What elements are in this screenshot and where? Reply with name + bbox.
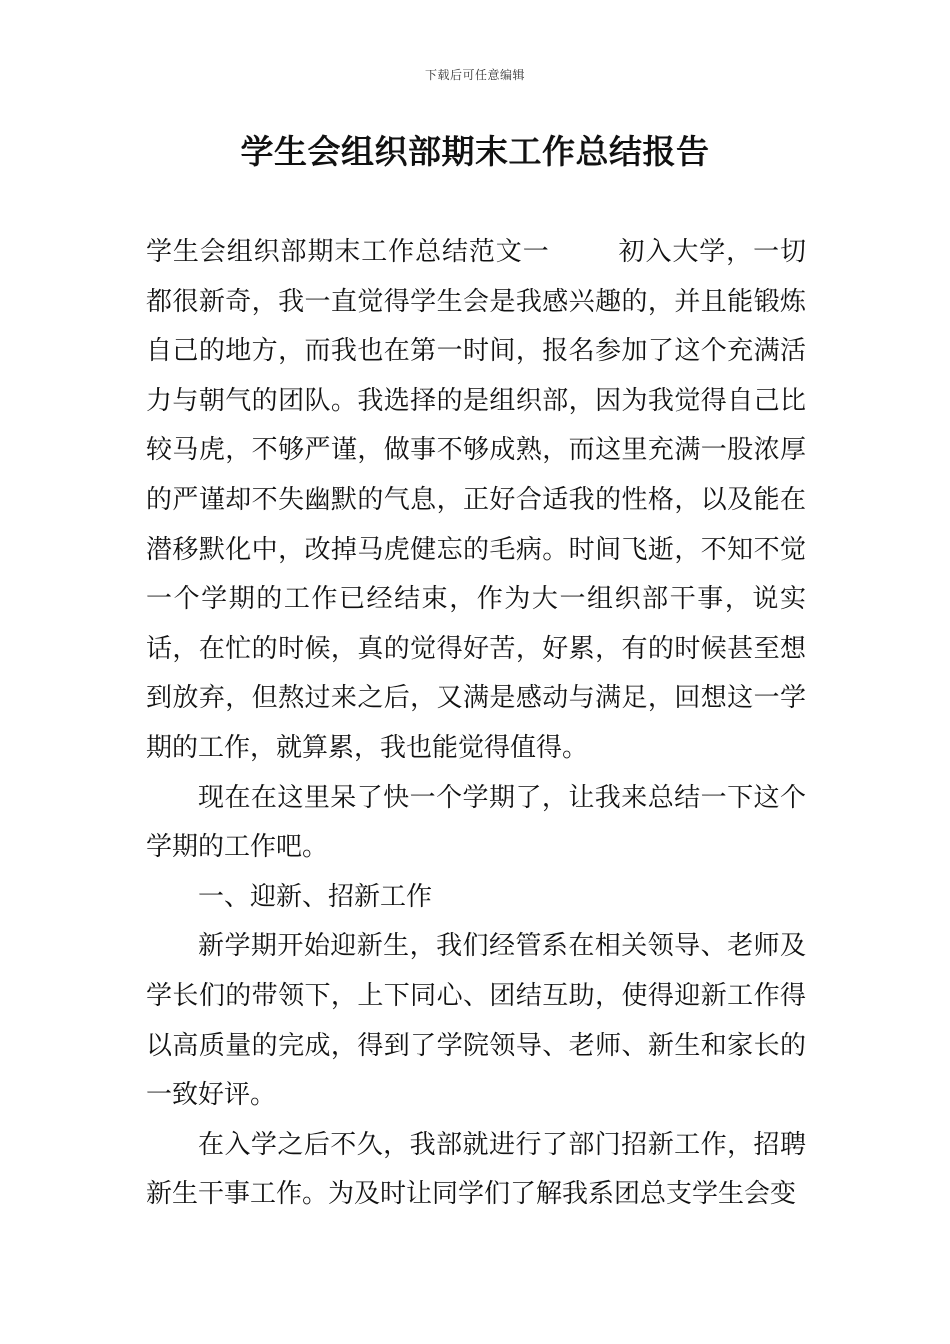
document-body [146,228,806,1220]
paragraph-summary-intro: 现在在这里呆了快一个学期了，让我来总结一下这个学期的工作吧。 [146,782,806,863]
page-header-note: 下载后可任意编辑 [424,68,525,82]
intro-text: 初入大学，一切都很新奇，我一直觉得学生会是我感兴趣的，并且能锻炼自己的地方，而我也在第一时间，报名参加了这个充满活力与朝气的团队。我选择的是组织部，因为我觉得自己比较马虎，不够严谨，做事不够成熟，而这里充满一股浓厚的严谨却不失幽默的气息，正好合适我的性格，以及能在潜移默化中，改掉马虎健忘的毛病。时间飞逝，不知不觉一个学期的工作已经结束，作为大一组织部干事，说实话，在忙的时候，真的觉得好苦，好累，有的时候甚至想到放弃，但熬过来之后，又满是感动与满足，回想这一学期的工作，就算累，我也能觉得值得。 [146,237,806,763]
document-title: 学生会组织部期末工作总结报告 [240,132,710,171]
paragraph-orientation: 新学期开始迎新生，我们经管系在相关领导、老师及学长们的带领下，上下同心、团结互助，使得迎新工作得以高质量的完成，得到了学院领导、老师、新生和家长的一致好评。 [146,931,806,1111]
intro-paragraph [146,228,806,774]
intro-lead: 学生会组织部期末工作总结范文一 [146,237,550,267]
paragraph-recruitment: 在入学之后不久，我部就进行了部门招新工作，招聘新生干事工作。为及时让同学们了解我系团总支学生会变 [146,1129,806,1210]
section-heading-orientation: 一、迎新、招新工作 [198,881,433,912]
